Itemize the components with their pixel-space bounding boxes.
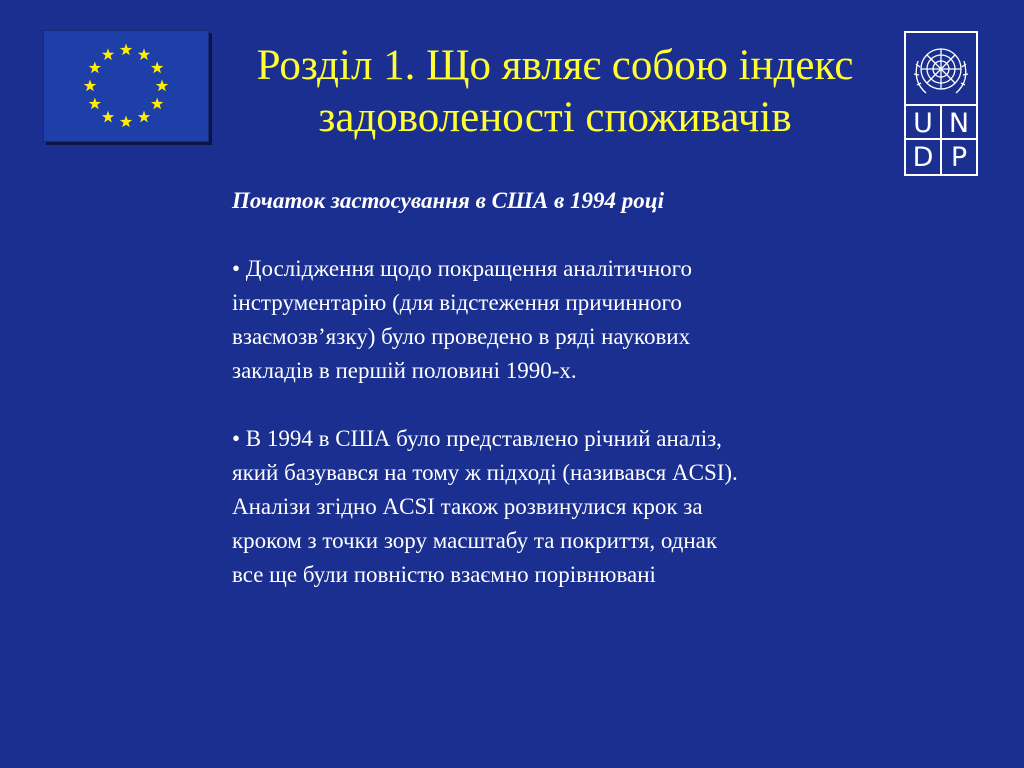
undp-letter-p: P	[950, 142, 968, 173]
paragraph-1-line: взаємозв’язку) було проведено в ряді наукових	[232, 324, 691, 349]
undp-letter-n: N	[948, 108, 970, 139]
paragraph-2-line: • В 1994 в США було представлено річний аналіз,	[232, 426, 722, 451]
paragraph-1	[232, 252, 872, 388]
subheading: Початок застосування в США в 1994 році	[232, 188, 664, 213]
paragraph-1-line: закладів в першій половині 1990-х.	[232, 358, 577, 383]
paragraph-2-line: все ще були повністю взаємно порівнювані	[232, 562, 656, 587]
slide-content	[232, 184, 872, 626]
paragraph-1-line: • Дослідження щодо покращення аналітичного	[232, 256, 693, 281]
paragraph-1-line: інструментарію (для відстеження причинного	[232, 290, 682, 315]
undp-logo-icon	[904, 31, 978, 176]
undp-letter-u: U	[913, 108, 933, 139]
title-line-1: Розділ 1. Що являє собою індекс	[256, 42, 854, 89]
paragraph-2	[232, 422, 872, 592]
paragraph-2-line: який базувався на тому ж підході (називався ACSI).	[232, 460, 738, 485]
title-line-2: задоволеності споживачів	[318, 94, 792, 141]
paragraph-2-line: Аналізи згідно ACSI також розвинулися крок за	[232, 494, 703, 519]
eu-flag-icon	[43, 30, 209, 142]
undp-letter-d: D	[912, 142, 934, 173]
page-title	[225, 40, 885, 144]
paragraph-2-line: кроком з точки зору масштабу та покриття, однак	[232, 528, 718, 553]
